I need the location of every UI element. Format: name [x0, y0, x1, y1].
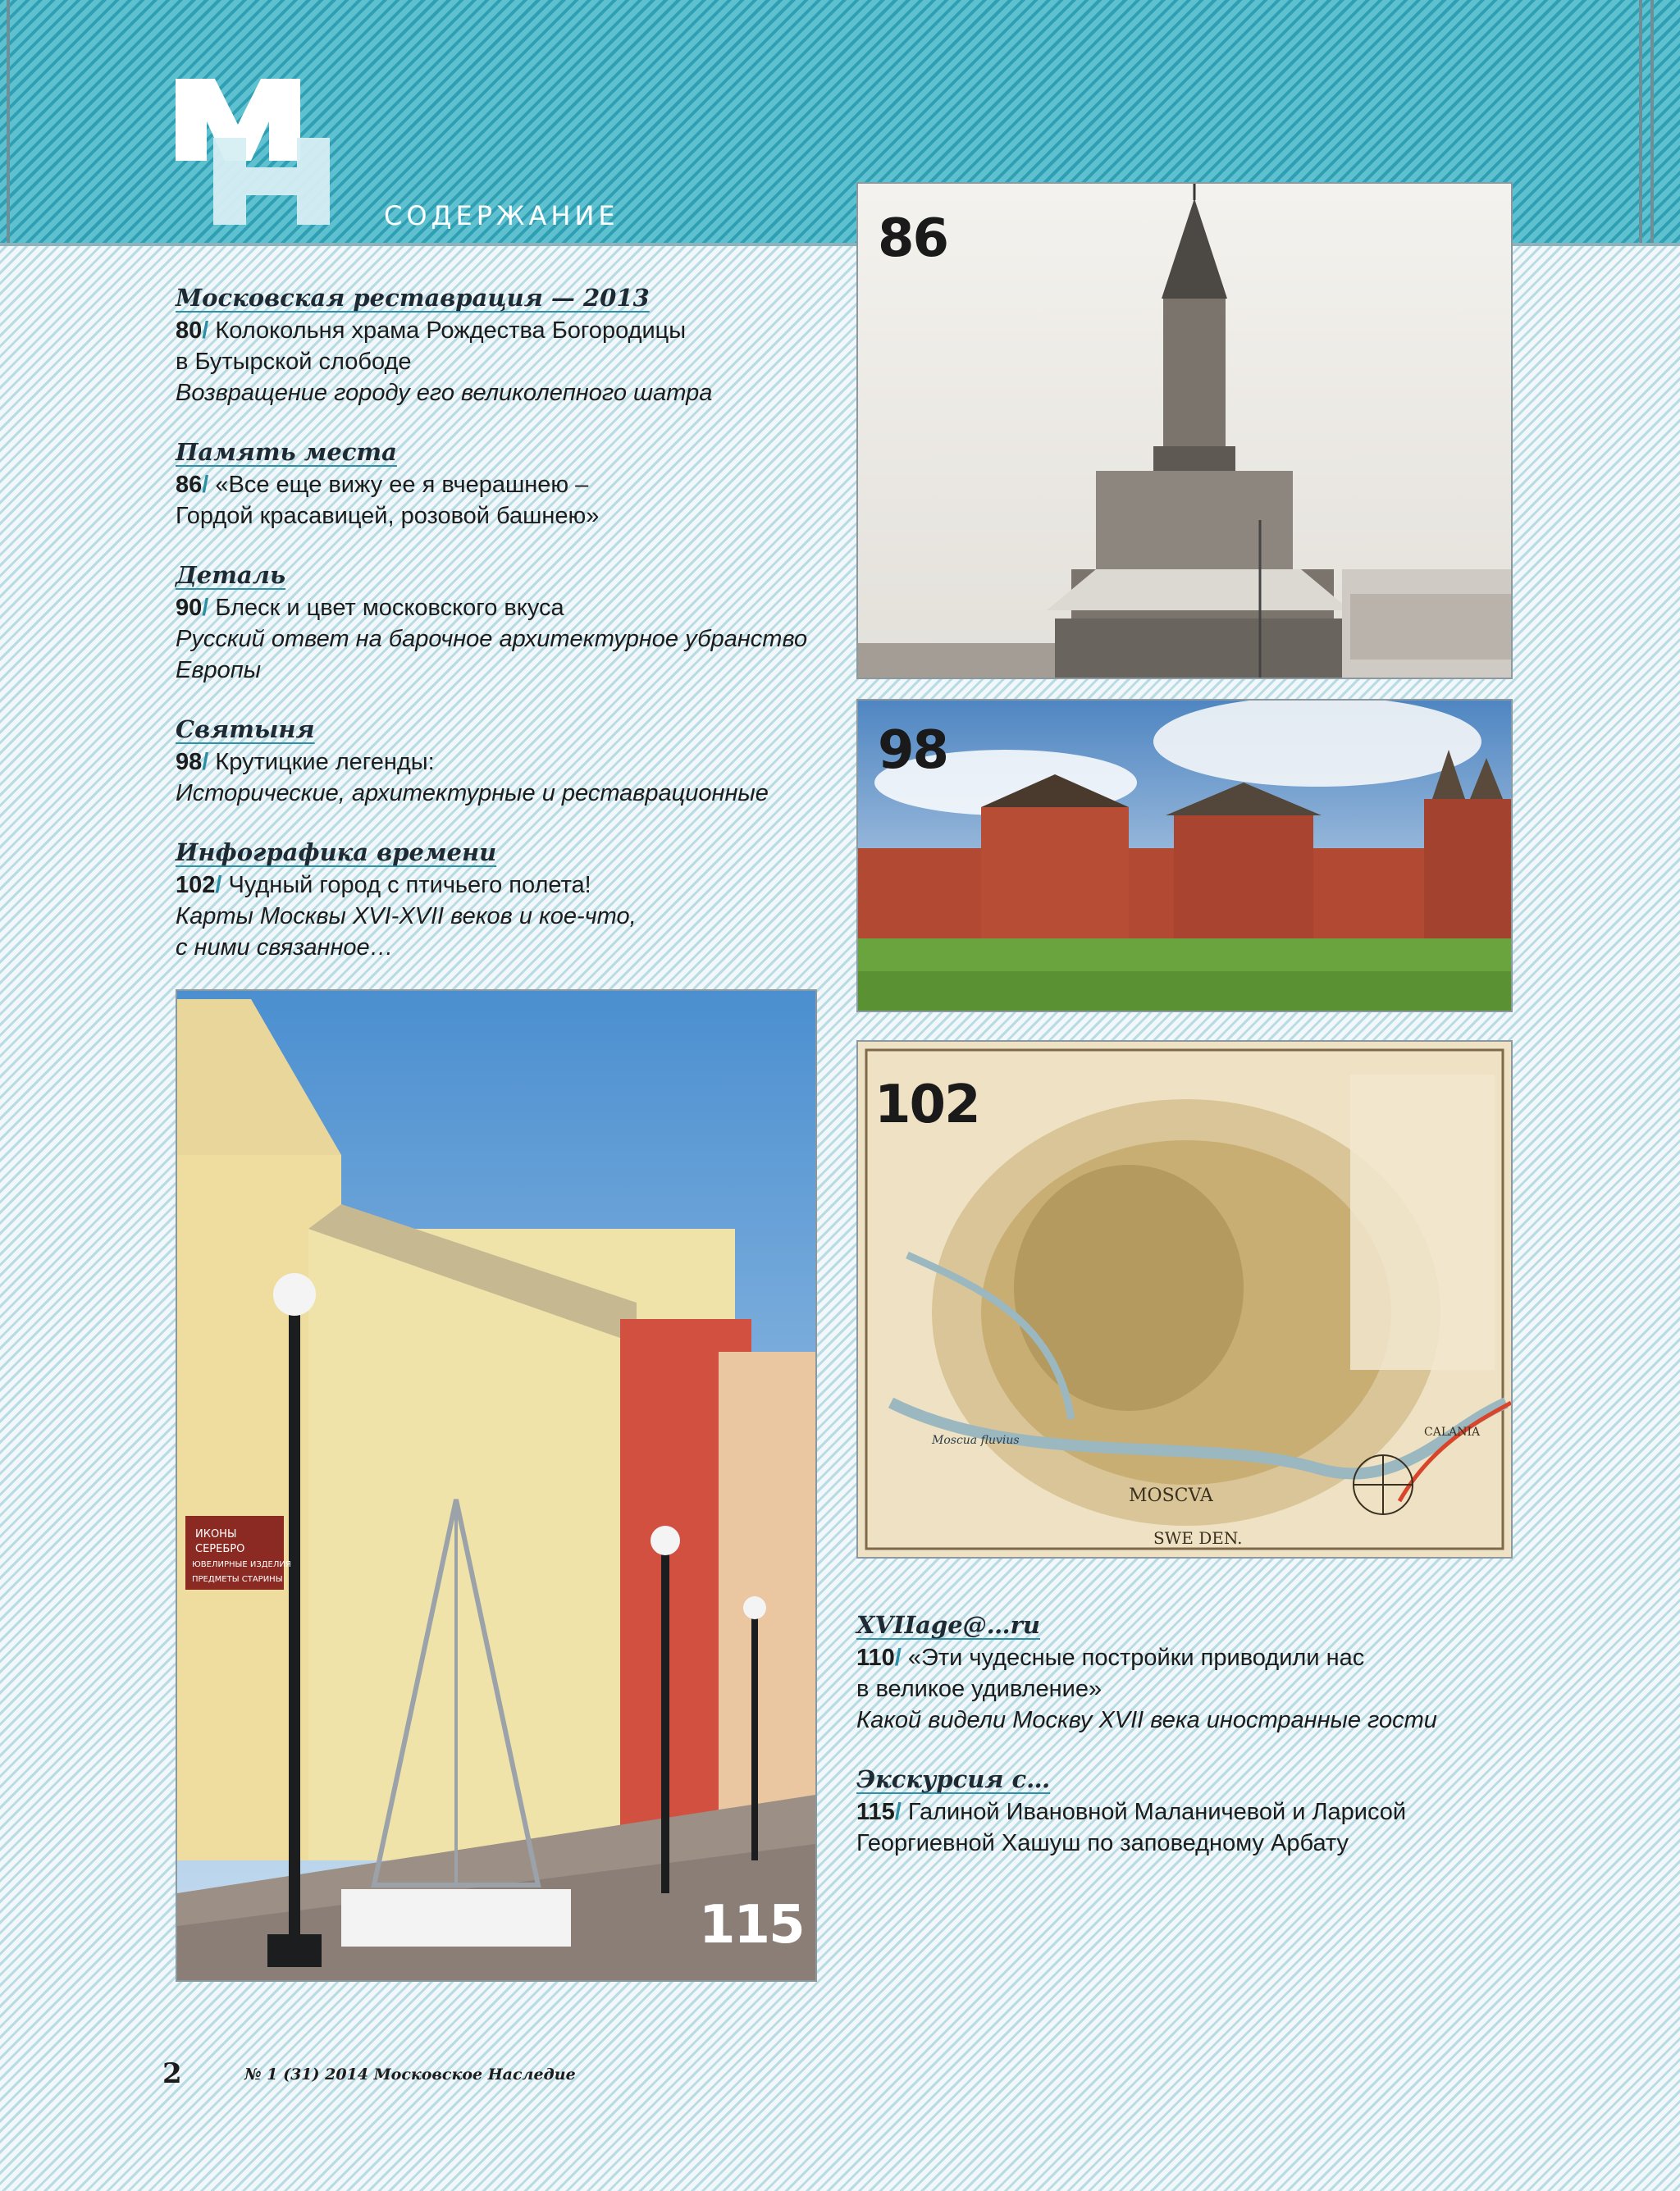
entry-subtitle: Русский ответ на барочное архитектурное убранство — [176, 626, 808, 652]
entry-page-number: 110 — [856, 1645, 895, 1671]
entry-subtitle: Карты Москвы XVI-XVII веков и кое-что, — [176, 903, 637, 929]
entry-page-number: 102 — [176, 872, 216, 898]
photo-old-moscow-map[interactable] — [856, 1040, 1513, 1559]
photo-arbat-street[interactable] — [176, 989, 817, 1982]
entry-title-line — [176, 469, 599, 500]
shop-sign-line3: ЮВЕЛИРНЫЕ ИЗДЕЛИЯ — [192, 1560, 291, 1569]
entry-title-line — [856, 1796, 1406, 1828]
entry-subtitle: Возвращение городу его великолепного шатра — [176, 380, 713, 406]
entry-title-line — [176, 870, 637, 901]
entry-title: Крутицкие легенды: — [215, 749, 435, 775]
entry-page-number: 115 — [856, 1799, 895, 1825]
entry-rubric: Московская реставрация — 2013 — [176, 284, 650, 312]
toc-entry-80 — [176, 282, 712, 409]
slash-icon: / — [894, 1799, 908, 1825]
slash-icon: / — [202, 749, 216, 775]
entry-subtitle: Какой видели Москву XVII века иностранные гости — [856, 1707, 1437, 1733]
entry-title: Галиной Ивановной Маланичевой и Ларисой — [907, 1799, 1407, 1825]
toc-entry-98 — [176, 714, 769, 809]
entry-subtitle-cont: Европы — [176, 657, 262, 683]
entry-title: Блеск и цвет московского вкуса — [215, 595, 564, 621]
entry-title-cont: в Бутырской слободе — [176, 349, 412, 375]
toc-entry-102 — [176, 837, 637, 963]
slash-icon: / — [215, 872, 229, 898]
slash-icon: / — [202, 472, 216, 498]
entry-title: Колокольня храма Рождества Богородицы — [215, 317, 687, 344]
band-divider-left — [7, 0, 10, 244]
krutitsy-illustration — [858, 701, 1511, 1011]
slash-icon: / — [202, 595, 216, 621]
entry-title-line — [856, 1642, 1437, 1673]
entry-rubric: Инфографика времени — [176, 838, 497, 866]
toc-entry-90 — [176, 559, 807, 686]
slash-icon: / — [202, 317, 216, 344]
entry-page-number: 98 — [176, 749, 203, 775]
entry-title-line — [176, 746, 769, 778]
toc-entry-115 — [856, 1764, 1406, 1859]
shop-sign-line2: СЕРЕБРО — [195, 1543, 245, 1555]
entry-title: «Все еще вижу ее я вчерашнею – — [215, 472, 589, 498]
entry-page-number: 86 — [176, 472, 203, 498]
entry-title-line — [176, 315, 712, 346]
issue-info: № 1 (31) 2014 Московское Наследие — [244, 2065, 576, 2084]
photo-page-label: 102 — [874, 1075, 979, 1135]
band-divider-right — [1639, 0, 1642, 244]
entry-rubric: XVIIage@…ru — [856, 1611, 1041, 1639]
entry-title: Чудный город с птичьего полета! — [228, 872, 591, 898]
entry-rubric: Святыня — [176, 715, 315, 743]
page-number: 2 — [162, 2057, 182, 2090]
photo-sukharev-tower[interactable] — [856, 182, 1513, 679]
entry-subtitle-cont: с ними связанное… — [176, 934, 394, 961]
entry-title: «Эти чудесные постройки приводили нас — [907, 1645, 1365, 1671]
entry-rubric: Экскурсия с… — [856, 1765, 1051, 1793]
map-sea-label: SWE DEN. — [1153, 1528, 1243, 1548]
entry-rubric: Память места — [176, 438, 397, 466]
shop-sign-line4: ПРЕДМЕТЫ СТАРИНЫ — [192, 1575, 283, 1584]
entry-page-number: 90 — [176, 595, 203, 621]
photo-page-label: 115 — [699, 1895, 804, 1956]
band-divider-right-2 — [1650, 0, 1654, 244]
photo-krutitsy[interactable] — [856, 699, 1513, 1012]
photo-page-label: 98 — [878, 720, 948, 781]
arbat-illustration — [177, 991, 815, 1980]
entry-title-cont: Георгиевной Хашуш по заповедному Арбату — [856, 1830, 1349, 1856]
map-region-label: CALANIA — [1424, 1426, 1481, 1439]
toc-entry-86 — [176, 436, 599, 532]
map-city-name: MOSCVA — [1129, 1486, 1213, 1506]
entry-title-cont: в великое удивление» — [856, 1676, 1102, 1702]
tower-illustration — [858, 184, 1511, 678]
entry-title-line — [176, 592, 807, 623]
entry-rubric: Деталь — [176, 561, 286, 589]
shop-sign-line1: ИКОНЫ — [195, 1528, 237, 1541]
entry-page-number: 80 — [176, 317, 203, 344]
section-title: СОДЕРЖАНИЕ — [384, 200, 619, 231]
mn-logo — [172, 75, 369, 231]
entry-title-cont: Гордой красавицей, розовой башнею» — [176, 503, 600, 529]
toc-entry-110 — [856, 1609, 1437, 1736]
photo-page-label: 86 — [878, 208, 948, 269]
entry-subtitle: Исторические, архитектурные и реставрационные — [176, 780, 769, 806]
slash-icon: / — [894, 1645, 908, 1671]
map-river-label: Moscua fluvius — [932, 1434, 1020, 1447]
